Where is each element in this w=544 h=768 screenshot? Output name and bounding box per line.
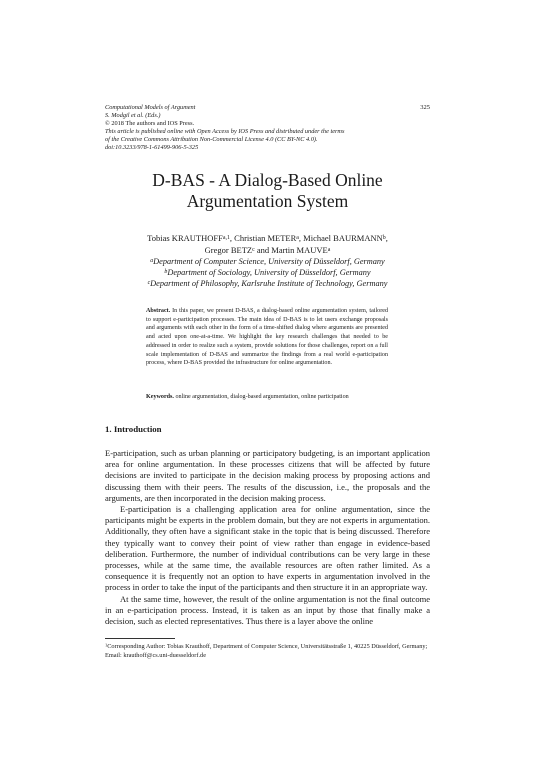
author-affil-mark: c: [252, 246, 255, 253]
author-separator: and: [254, 244, 272, 255]
affiliation: [105, 256, 430, 267]
affiliation: [105, 278, 430, 289]
author-name: Gregor BETZ: [204, 244, 253, 255]
affiliation-text: Department of Computer Science, University of Düsseldorf, Germany: [153, 257, 385, 266]
footnote: [105, 642, 430, 660]
affiliation-mark: b: [164, 268, 168, 275]
author-affil-mark: a: [327, 246, 331, 253]
affiliation: [105, 267, 430, 278]
abstract-text: In this paper, we present D-BAS, a dialog-based online argumentation system, tailored to support e-participation processes. The main idea of D-BAS is to let users exchange proposals and arguments with each other in the form of a time-shifted dialog where arguments are presented and acted upon one-at-a-time. We highlight the key research challenges that needed to be addressed in order to realize such a system, provide solutions for those challenges, report on a full scale implementation of D-BAS and summarize the findings from a real world e-participation process, where D-BAS provided the infrastructure for online argumentation.: [146, 308, 388, 367]
publication-meta: [105, 104, 430, 153]
author-name: Martin MAUVE: [271, 244, 328, 255]
keywords-text: online argumentation, dialog-based argumentation, online participation: [175, 394, 349, 400]
affiliation-text: Department of Philosophy, Karlsruhe Institute of Technology, Germany: [150, 279, 388, 288]
paragraph: E-participation, such as urban planning or participatory budgeting, is an important application area for online argumentation. In these processes citizens that will be affected by future decisions are invited to participate in the decision making process by proposing actions and discussing them with their peers. The results of the discussion, i.e., the proposals and the arguments, are then incorporated in the decision making process.: [105, 448, 430, 503]
title-line-1: D-BAS - A Dialog-Based Online: [152, 170, 383, 190]
paragraph: E-participation is a challenging application area for online argumentation, since the participants might be experts in the problem domain, but they are not experts in argumentation. Additionally, they often have a significant stake in the topic that is being discussed. Therefore they typically want to convey their point of view rather than engage in evidence-based deliberation. Furthermore, the number of individual contributions can be very large in these processes, while at the same time, the available resources are often rather limited. As a consequence it is frequently not an option to have experts in argumentation involved in the process in order to take the input of the participants and then structure it in an appropriate way.: [105, 504, 430, 593]
license-line-2: of the Creative Commons Attribution Non-Commercial License 4.0 (CC BY-NC 4.0).: [105, 136, 318, 144]
page-number: 325: [420, 104, 430, 111]
footnote-text: Corresponding Author: Tobias Krauthoff, Department of Computer Science, Universitätsstraße 1, 40225 Düsseldorf, Germany; Email: krauthoff@cs.uni-duesseldorf.de: [105, 643, 428, 659]
author-list: [105, 233, 430, 256]
footnote-rule: [105, 638, 175, 639]
affiliation-mark: a: [150, 257, 154, 264]
footnote-mark: 1: [105, 642, 108, 648]
abstract-label: Abstract.: [146, 308, 171, 314]
paragraph: At the same time, however, the result of the online argumentation is not the final outcome in an e-participation process. Instead, it is taken as an input by those that finally make a decision, such as elected representatives. Thus there is a layer above the online: [105, 593, 430, 627]
section-heading: [105, 424, 430, 435]
author-name: Michael BAURMANN: [303, 233, 383, 243]
author-name: Christian METER: [234, 233, 297, 243]
series-title: Computational Models of Argument: [105, 104, 196, 111]
author-name: Tobias KRAUTHOFF: [147, 233, 223, 243]
copyright: © 2018 The authors and IOS Press.: [105, 120, 195, 128]
abstract: [146, 307, 388, 368]
author-affil-mark: a: [296, 234, 299, 241]
affiliation-mark: c: [147, 279, 151, 286]
keywords-label: Keywords.: [146, 394, 174, 400]
title-line-2: Argumentation System: [186, 191, 349, 211]
keywords: [146, 393, 388, 402]
section-title: Introduction: [113, 424, 162, 434]
author-separator: ,: [385, 233, 388, 243]
author-affil-mark: a,1: [222, 234, 230, 241]
affiliation-text: Department of Sociology, University of Düsseldorf, Germany: [167, 268, 371, 277]
paper-title: [105, 170, 430, 212]
author-separator: ,: [298, 233, 304, 243]
affiliations: [105, 256, 430, 289]
section-number: 1.: [105, 424, 112, 434]
license-line-1: This article is published online with Open Access by IOS Press and distributed under the terms: [105, 128, 345, 136]
author-separator: ,: [229, 233, 235, 243]
editors: S. Modgil et al. (Eds.): [105, 112, 161, 120]
body-text: [105, 448, 430, 627]
author-affil-mark: b: [382, 234, 386, 241]
doi: doi:10.3233/978-1-61499-906-5-325: [105, 144, 199, 152]
